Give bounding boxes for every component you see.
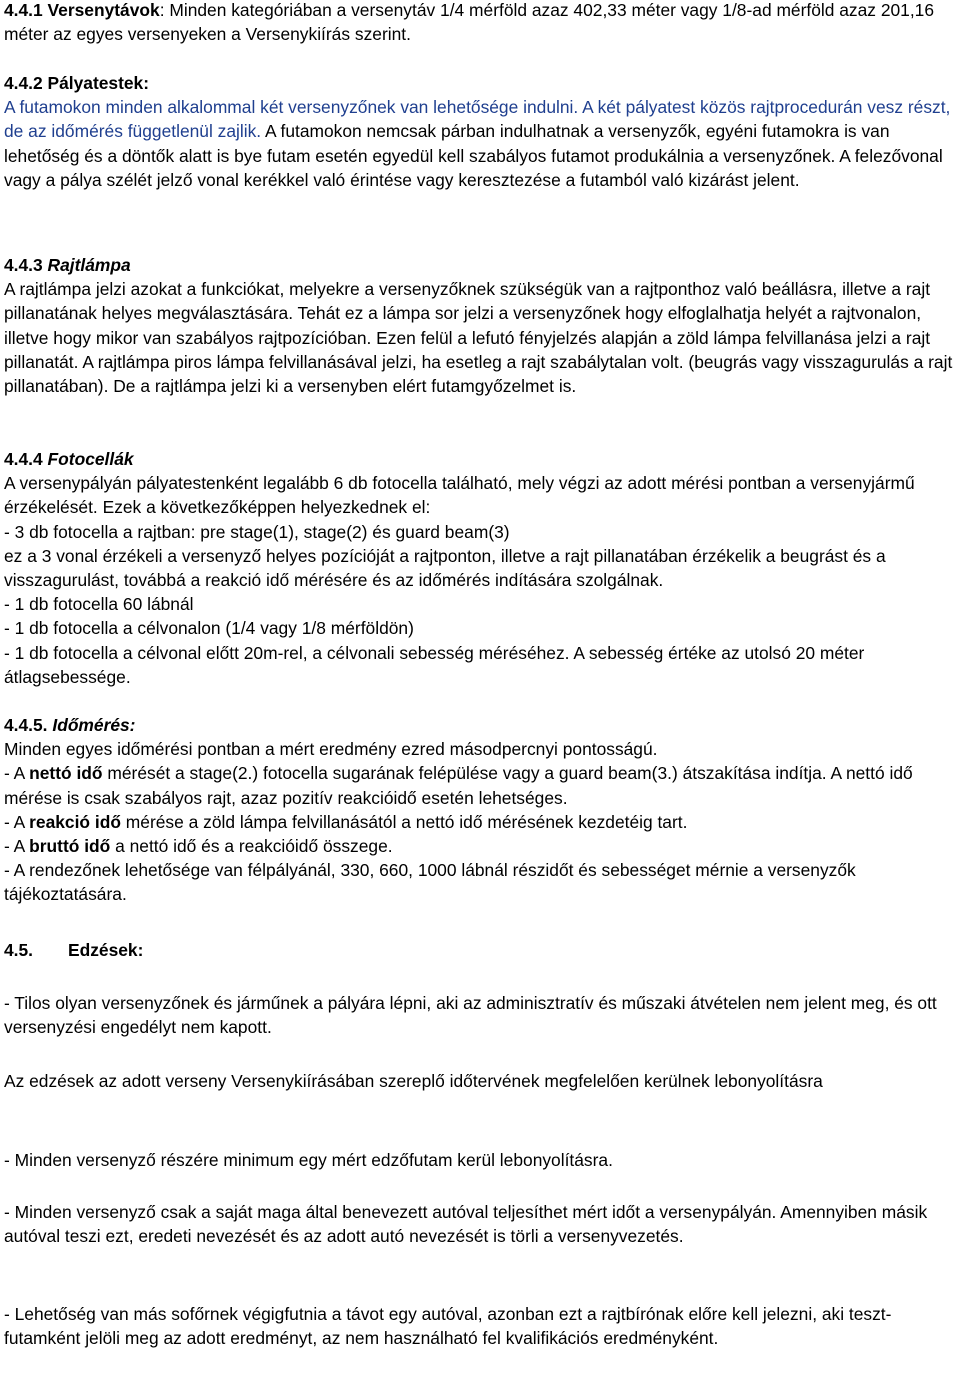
section-number: 4.4.1 (4, 0, 43, 20)
section-heading: 4.4.2 Pályatestek: (4, 73, 150, 93)
section-title: Fotocellák (47, 449, 134, 469)
section-number: 4.4.5. (4, 715, 48, 735)
section-number: 4.4.4 (4, 449, 43, 469)
section-4-4-2 (4, 71, 956, 192)
term-brutto-ido: bruttó idő (29, 836, 111, 857)
section-4-5-heading (4, 938, 956, 962)
line-prefix: - A (4, 811, 30, 832)
term-netto-ido: nettó idő (29, 763, 103, 784)
section-line (4, 810, 956, 834)
section-4-4-4 (4, 447, 956, 689)
line-text: mérését a stage(2.) fotocella sugarának felépülése vagy a guard beam(3.) átszakítása indítja. A nettó idő mérése is csak szabályos rajt, azaz pozitív reakcióidő esetén lehetséges. (4, 763, 913, 808)
section-line: - A rendezőnek lehetősége van félpályánál, 330, 660, 1000 lábnál részidőt és sebességet mérnie a versenyzők tájékoztatására. (4, 860, 856, 905)
term-reakcio-ido: reakció idő (29, 811, 121, 832)
section-text: : Minden kategóriában a versenytáv 1/4 mérföld azaz 402,33 méter vagy 1/8-ad mérföld azaz 201,16 méter az egyes versenyeken a Versenykiírás szerint. (4, 0, 935, 45)
section-text-highlighted: A futamokon minden alkalommal két versenyzőnek van lehetősége indulni. A két pályatest közös rajtprocedurán vesz részt, de az időmérés függetlenül zajlik. (4, 97, 951, 142)
section-text: A futamokon nemcsak párban indulhatnak a versenyzők, egyéni futamokra is van lehetőség és a döntők alatt is bye futam esetén egyedül kell szabályos futamot produkálnia a versenyzőnek. A felezővonal vagy a pálya szélét jelző vonal kerékkel való érintése vagy keresztezése a futamból való kizárást jelent. (4, 121, 943, 190)
section-4-4-1 (4, 0, 956, 46)
list-item: - 3 db fotocella a rajtban: pre stage(1), stage(2) és guard beam(3) (4, 521, 510, 542)
line-text: a nettó idő és a reakcióidő összege. (110, 836, 393, 857)
list-item: - 1 db fotocella a célvonalon (1/4 vagy 1/8 mérföldön) (4, 618, 414, 639)
section-number: 4.4.3 (4, 255, 43, 275)
line-prefix: - A (4, 836, 30, 857)
list-item: ez a 3 vonal érzékeli a versenyző helyes pozícióját a rajtponton, illetve a rajt pillanatában érzékelik a beugrást és a visszagurulást, továbbá a reakció idő mérésére és az időmérés indítására szolgálnak. (4, 545, 886, 591)
paragraph: - Minden versenyző részére minimum egy mért edzőfutam kerül lebonyolításra. (4, 1150, 613, 1170)
section-text: A rajtlámpa jelzi azokat a funkciókat, melyekre a versenyzőknek szükségük van a rajtponthoz való beállásra, illetve a rajt pillanatának helyes megválasztására. Tehát ez a lámpa sor jelzi a versenyzőnek hogy elfoglalhatja helyét a rajtvonalon, illetve hogy mikor van szabályos rajtpozícióban. Ezen felül a lefutó fényjelzés alapján a zöld lámpa felvillanása jelzi a rajt pillanatát. A rajtlámpa piros lámpa felvillanásával jelzi, ha esetleg a rajt szabálytalan volt. (beugrás vagy visszagurulás a rajt pillanatában). De a rajtlámpa jelzi ki a versenyben elért futamgyőzelmet is. (4, 279, 953, 397)
section-4-4-5 (4, 713, 956, 907)
section-line (4, 761, 956, 809)
section-number: 4.5. (4, 940, 34, 960)
section-line (4, 834, 956, 858)
line-prefix: - A (4, 763, 30, 784)
section-title: Rajtlámpa (47, 255, 131, 275)
paragraph: - Minden versenyző csak a saját maga által benevezett autóval teljesíthet mért időt a versenypályán. Amennyiben másik autóval teszi ezt, eredeti nevezését és az adott autó nevezését is törli a versenyvezetés. (4, 1202, 928, 1247)
paragraph: - Lehetőség van más sofőrnek végigfutnia a távot egy autóval, azonban ezt a rajtbírónak előre kell jelezni, aki teszt-futamként jelöli meg az adott eredményt, az nem használható fel kvalifikációs eredményként. (4, 1304, 892, 1349)
section-text: A versenypályán pályatestenként legalább 6 db fotocella található, mely végzi az adott mérési pontban a versenyjármű érzékelését. Ezek a következőképpen helyezkednek el: (4, 473, 915, 518)
line-text: mérése a zöld lámpa felvillanásától a nettó idő mérésének kezdetéig tart. (120, 811, 688, 832)
section-line: Minden egyes időmérési pontban a mért eredmény ezred másodpercnyi pontosságú. (4, 739, 658, 760)
section-title: Edzések: (68, 940, 144, 960)
list-item: - 1 db fotocella a célvonal előtt 20m-rel, a célvonali sebesség méréséhez. A sebesség értéke az utolsó 20 méter átlagsebessége. (4, 642, 865, 687)
section-title: Versenytávok (47, 0, 160, 20)
section-4-4-3 (4, 253, 956, 398)
section-title: Időmérés: (52, 715, 136, 735)
paragraph: Az edzések az adott verseny Versenykiírásában szereplő időtervének megfelelően kerülnek lebonyolításra (4, 1071, 823, 1091)
paragraph: - Tilos olyan versenyzőnek és járműnek a pályára lépni, aki az adminisztratív és műszaki átvételen nem jelent meg, és ott versenyzési engedélyt nem kapott. (4, 993, 937, 1038)
list-item: - 1 db fotocella 60 lábnál (4, 594, 194, 615)
